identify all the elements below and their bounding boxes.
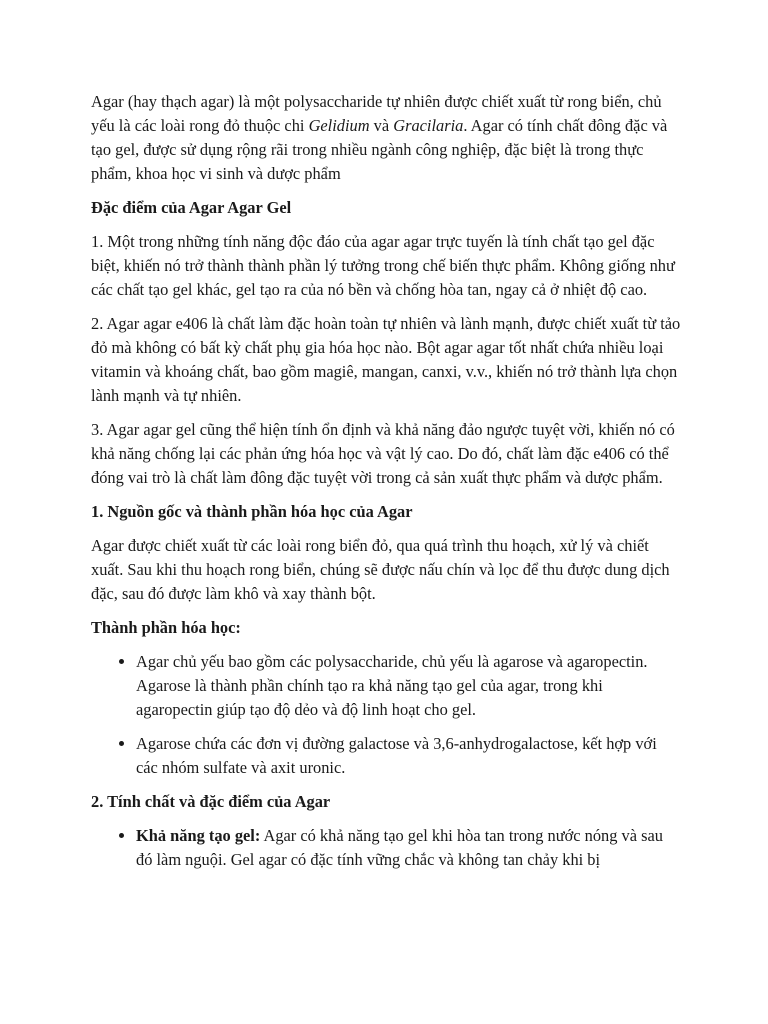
list-item: • Agar chủ yếu bao gồm các polysaccharide, chủ yếu là agarose và agaropectin. Agarose là thành phần chính tạo ra khả năng tạo gel của agar, trong khi agaropectin giúp tạo độ dẻo và độ linh hoạt cho gel.: [136, 650, 681, 722]
list-item: • Agarose chứa các đơn vị đường galactose và 3,6-anhydrogalactose, kết hợp với các nhóm sulfate và axit uronic.: [136, 732, 681, 780]
intro-text-2: . Agar có tính chất đông đặc và tạo gel, được sử dụng rộng rãi trong nhiều ngành công nghiệp, đặc biệt là trong thực phẩm, khoa học vi sinh và dược phẩm: [91, 116, 668, 183]
document-page: [91, 90, 681, 882]
gel-ability-text: Agar có khả năng tạo gel khi hòa tan trong nước nóng và sau đó làm nguội. Gel agar có đặc tính vững chắc và không tan chảy khi bị: [136, 826, 663, 869]
features-paragraph-3: 3. Agar agar gel cũng thể hiện tính ổn định và khả năng đảo ngược tuyệt vời, khiến nó có khả năng chống lại các phản ứng hóa học và vật lý cao. Do đó, chất làm đặc e406 có thể đóng vai trò là chất làm đông đặc tuyệt vời trong cả sản xuất thực phẩm và dược phẩm.: [91, 420, 675, 487]
features-paragraph-2: 2. Agar agar e406 là chất làm đặc hoàn toàn tự nhiên và lành mạnh, được chiết xuất từ tảo đỏ mà không có bất kỳ chất phụ gia hóa học nào. Bột agar agar tốt nhất chứa nhiều loại vitamin và khoáng chất, bao gồm magiê, mangan, canxi, v.v., khiến nó trở thành lựa chọn lành mạnh và tự nhiên.: [91, 314, 681, 405]
intro-conjunction: và: [369, 116, 394, 135]
features-heading: Đặc điểm của Agar Agar Gel: [91, 198, 292, 217]
gel-ability-label: Khả năng tạo gel:: [136, 826, 261, 845]
intro-text-1: Agar (hay thạch agar) là một polysaccharide tự nhiên được chiết xuất từ rong biển, chủ yếu là các loài rong đỏ thuộc chi: [91, 92, 662, 135]
origin-paragraph: Agar được chiết xuất từ các loài rong biển đỏ, qua quá trình thu hoạch, xử lý và chiết xuất. Sau khi thu hoạch rong biển, chúng sẽ được nấu chín và lọc để thu được dung dịch đặc, sau đó được làm khô và xay thành bột.: [91, 536, 670, 603]
properties-heading: 2. Tính chất và đặc điểm của Agar: [91, 792, 331, 811]
list-item: [136, 824, 681, 872]
properties-list: [91, 824, 681, 872]
composition-heading: Thành phần hóa học:: [91, 618, 241, 637]
origin-heading: 1. Nguồn gốc và thành phần hóa học của Agar: [91, 502, 413, 521]
intro-paragraph: [91, 90, 681, 186]
genus-gracilaria: Gracilaria: [393, 116, 464, 135]
features-paragraph-1: 1. Một trong những tính năng độc đáo của agar agar trực tuyến là tính chất tạo gel đặc biệt, khiến nó trở thành thành phần lý tưởng trong chế biến thực phẩm. Không giống như các chất tạo gel khác, gel tạo ra của nó bền và chống hòa tan, ngay cả ở nhiệt độ cao.: [91, 232, 675, 299]
genus-gelidium: Gelidium: [308, 116, 370, 135]
composition-list: [91, 650, 681, 780]
